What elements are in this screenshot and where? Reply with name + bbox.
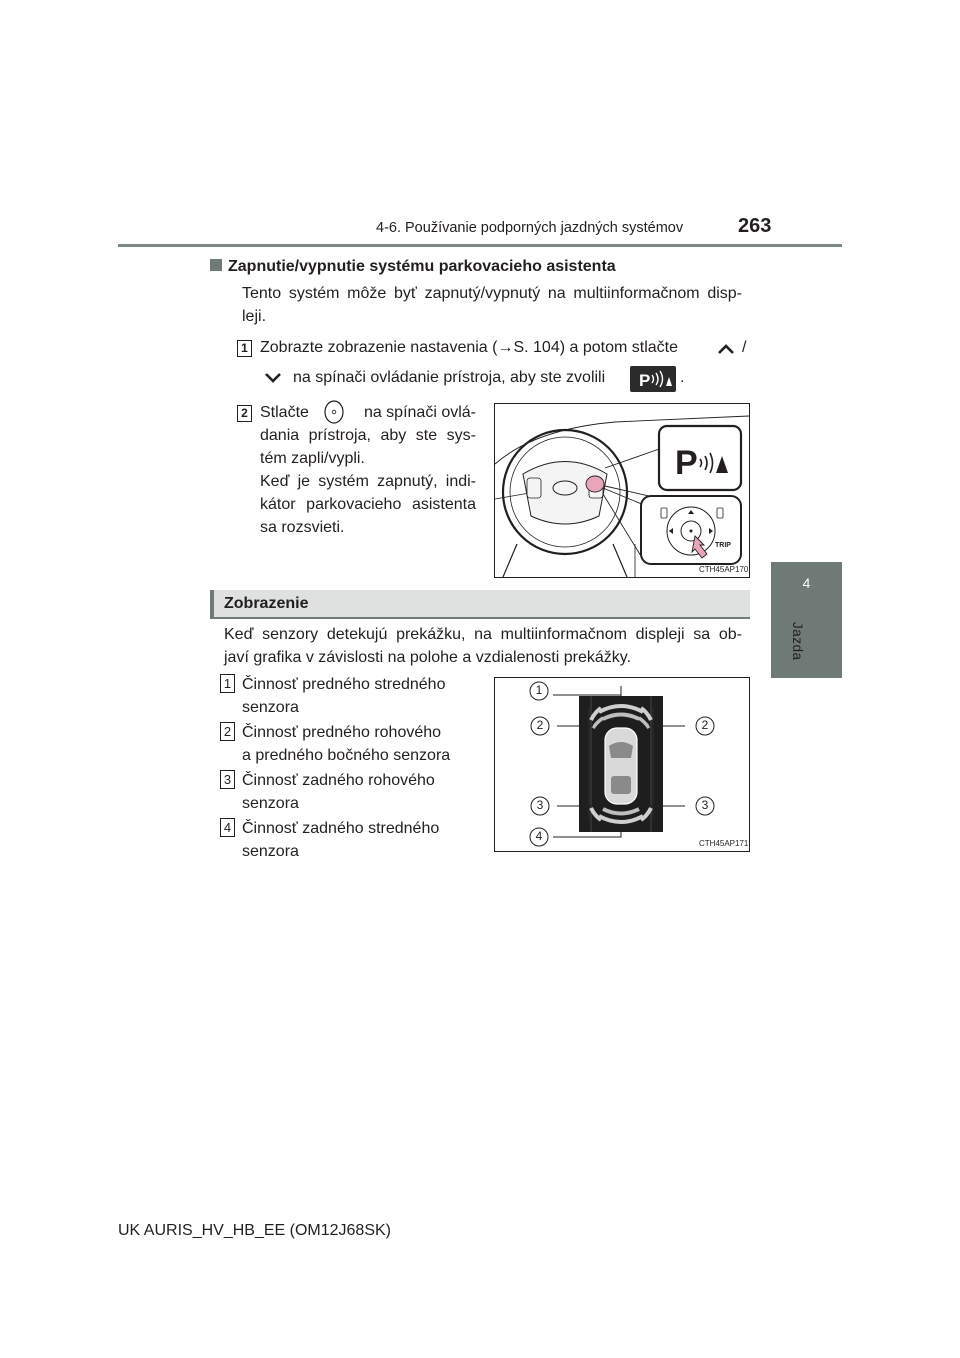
callout-2-left: 2 [536, 718, 544, 732]
section-intro-line1: Keď senzory detekujú prekážku, na multiinformačnom displeji sa ob- [224, 626, 742, 643]
square-bullet-icon [210, 259, 222, 271]
header-rule [118, 244, 842, 247]
sensor-2-line1: Činnosť predného rohového [242, 724, 442, 741]
sensor-4-line2: senzora [242, 843, 299, 860]
sensor-number-3: 3 [220, 770, 235, 789]
sensor-number-1: 1 [220, 674, 235, 693]
sensor-2-line2: a predného bočného senzora [242, 747, 451, 764]
svg-text:P: P [675, 444, 698, 482]
chevron-up-icon [716, 342, 736, 356]
section-title: Zobrazenie [224, 595, 309, 612]
subsection-heading [210, 255, 616, 279]
sensor-1-line2: senzora [242, 699, 299, 716]
trip-button-label: TRIP [715, 542, 731, 549]
reference-arrow-icon: → [497, 339, 514, 356]
sensor-number-4: 4 [220, 818, 235, 837]
sensor-1-line1: Činnosť predného stredného [242, 676, 446, 693]
callout-3-left: 3 [536, 798, 544, 812]
svg-text:P: P [639, 371, 651, 390]
chevron-down-icon [263, 371, 283, 385]
sensor-4-line1: Činnosť zadného stredného [242, 820, 440, 837]
step-1-line2: na spínači ovládanie prístroja, aby ste zvolili [293, 369, 606, 386]
step-1-slash: / [742, 339, 747, 356]
step-1-page-ref: S. 104) a potom stlačte [513, 339, 678, 356]
callout-3-right: 3 [701, 798, 709, 812]
callout-1: 1 [535, 683, 543, 697]
sensor-3-line2: senzora [242, 795, 299, 812]
step-1-text: Zobrazte zobrazenie nastavenia ( [260, 339, 498, 356]
step-2-line5: kátor parkovacieho asistenta [260, 496, 476, 513]
running-header-section: 4-6. Používanie podporných jazdných systémov [376, 220, 684, 236]
step-2-line3: tém zapli/vypli. [260, 450, 365, 467]
step-number-1: 1 [237, 340, 252, 357]
figure-2-code: CTH45AP171 [699, 839, 749, 848]
footer-model-code: UK AURIS_HV_HB_EE (OM12J68SK) [118, 1222, 391, 1239]
chapter-tab-number: 4 [802, 575, 811, 591]
step-2-line2: dania prístroja, aby ste sys- [260, 427, 476, 444]
step-2-line1b: na spínači ovlá- [363, 404, 476, 421]
page-number: 263 [738, 215, 772, 237]
figure-steering-wheel [494, 403, 750, 578]
step-2-stlacte: Stlačte [260, 404, 309, 421]
subsection-intro-line2: leji. [242, 308, 267, 325]
sensor-display-illustration [495, 678, 749, 851]
sensor-3-line1: Činnosť zadného rohového [242, 772, 435, 789]
chapter-tab-label: Jazda [790, 622, 805, 661]
section-bar-accent [210, 590, 214, 619]
subsection-intro-line1: Tento systém môže byť zapnutý/vypnutý na multiinformačnom disp- [242, 285, 742, 302]
subsection-title: Zapnutie/vypnutie systému parkovacieho asistenta [228, 258, 616, 275]
figure-1-code: CTH45AP170 [699, 565, 749, 574]
callout-4: 4 [535, 829, 543, 843]
ok-button-icon [323, 399, 345, 425]
callout-2-right: 2 [701, 718, 709, 732]
figure-sensor-display [494, 677, 750, 852]
step-1-line1 [260, 336, 678, 360]
parking-assist-badge-icon [630, 366, 676, 392]
step-1-period: . [680, 369, 685, 386]
steering-wheel-illustration [495, 404, 749, 577]
section-intro-line2: javí grafika v závislosti na polohe a vzdialenosti prekážky. [224, 649, 632, 666]
step-2-line4: Keď je systém zapnutý, indi- [260, 473, 476, 490]
step-number-2: 2 [237, 405, 252, 422]
sensor-number-2: 2 [220, 722, 235, 741]
step-2-line6: sa rozsvieti. [260, 519, 345, 536]
